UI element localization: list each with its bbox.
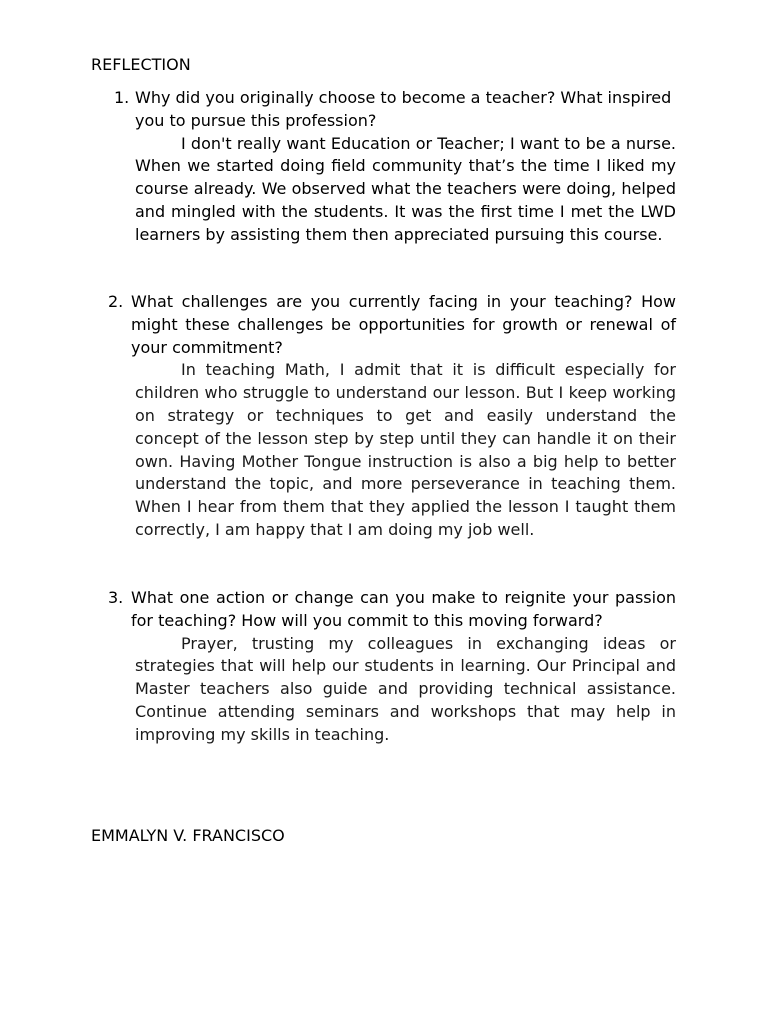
question-text: What one action or change can you make to reignite your passion for teaching? How will you commit to this moving forward? [131,588,676,630]
question-number: 2. [108,292,124,311]
document-title: REFLECTION [91,55,191,74]
question-number: 3. [108,588,124,607]
question-text: What challenges are you currently facing in your teaching? How might these challenges be opportunities for growth or renewal of your commitment? [131,292,676,357]
answer-paragraph: Prayer, trusting my colleagues in exchanging ideas or strategies that will help our students in learning. Our Principal and Master teachers also guide and providing technical assistance. Continue attending seminars and workshops that may help in improving my skills in teaching. [135,633,676,744]
answer-paragraph: I don't really want Education or Teacher; I want to be a nurse. When we started doing field community that’s the time I liked my course already. We observed what the teachers were doing, helped and mingled with the students. It was the first time I met the LWD learners by assisting them then appreciated pursuing this course. [135,133,676,244]
question-text: Why did you originally choose to become a teacher? What inspired you to pursue this profession? [135,88,672,130]
question-item-2 [108,291,676,542]
answer-paragraph: In teaching Math, I admit that it is difficult especially for children who struggle to understand our lesson. But I keep working on strategy or techniques to get and easily understand the concept of the lesson step by step until they can handle it on their own. Having Mother Tongue instruction is also a big help to better understand the topic, and more perseverance in teaching them. When I hear from them that they applied the lesson I taught them correctly, I am happy that I am doing my job well. [135,360,676,539]
question-item-3 [108,587,676,747]
author-signature-name: EMMALYN V. FRANCISCO [91,826,285,845]
question-number: 1. [114,88,130,107]
question-item-1 [114,87,676,247]
